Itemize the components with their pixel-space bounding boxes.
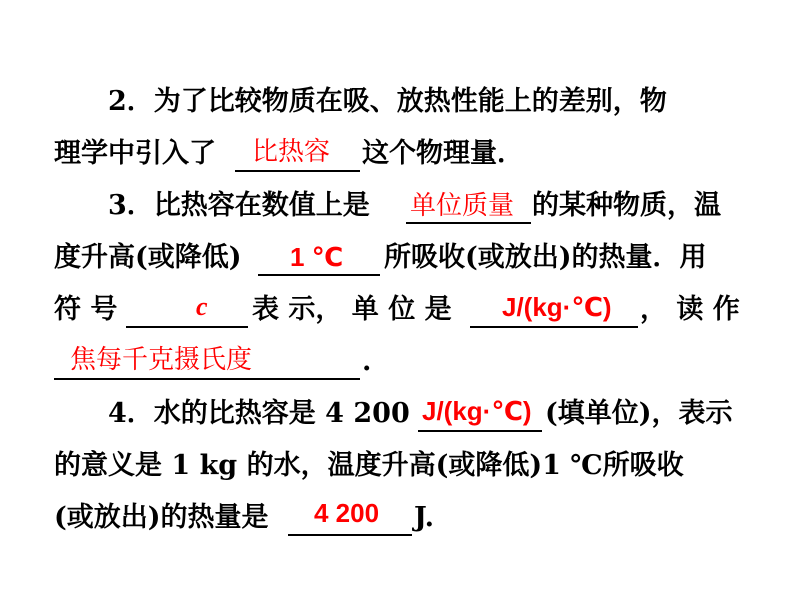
q2-text-1: 2．为了比较物质在吸、放热性能上的差别，物 [108, 86, 667, 117]
q4-answer-1: J/(kg·℃) [422, 396, 532, 426]
q2-text-2-suffix: 这个物理量． [362, 138, 524, 169]
q4-text-3-suffix: J. [414, 502, 435, 533]
q3-text-2-prefix: 度升高(或降低) [54, 242, 242, 273]
q4-answer-2: 4 200 [314, 498, 380, 528]
q3-answer-1: 单位质量 [410, 190, 515, 220]
q3-text-3-suffix: ， 读 作 [640, 294, 740, 325]
q3-blank-1 [406, 222, 531, 224]
q3-text-4-suffix: . [362, 346, 372, 377]
q3-text-3-prefix: 符 号 [54, 294, 118, 325]
q4-text-3-prefix: (或放出)的热量是 [54, 502, 269, 533]
q3-text-1-prefix: 3．比热容在数值上是 [108, 190, 370, 221]
q3-blank-3 [126, 326, 248, 328]
q4-blank-2 [288, 534, 412, 536]
q3-answer-2: 1 ℃ [290, 242, 344, 272]
q3-text-3-mid: 表 示， 单 位 是 [252, 294, 452, 325]
q2-answer: 比热容 [252, 136, 331, 166]
q4-blank-1 [418, 430, 542, 432]
q3-blank-5 [54, 378, 360, 380]
q3-answer-4: J/(kg·℃) [502, 292, 612, 322]
q3-blank-2 [258, 274, 380, 276]
q2-blank [235, 170, 360, 172]
q4-text-1-prefix: 4．水的比热容是 4 200 [108, 398, 410, 429]
q2-text-2-prefix: 理学中引入了 [54, 138, 216, 169]
q3-blank-4 [470, 326, 638, 328]
q4-text-2: 的意义是 1 kg 的水，温度升高(或降低)1 ℃所吸收 [54, 450, 684, 481]
q4-text-1-suffix: (填单位)，表示 [545, 398, 733, 429]
q3-answer-3: c [196, 292, 208, 321]
q3-text-2-suffix: 所吸收(或放出)的热量．用 [384, 242, 707, 273]
q3-answer-5: 焦每千克摄氏度 [70, 344, 253, 374]
q3-text-1-suffix: 的某种物质，温 [532, 190, 721, 221]
